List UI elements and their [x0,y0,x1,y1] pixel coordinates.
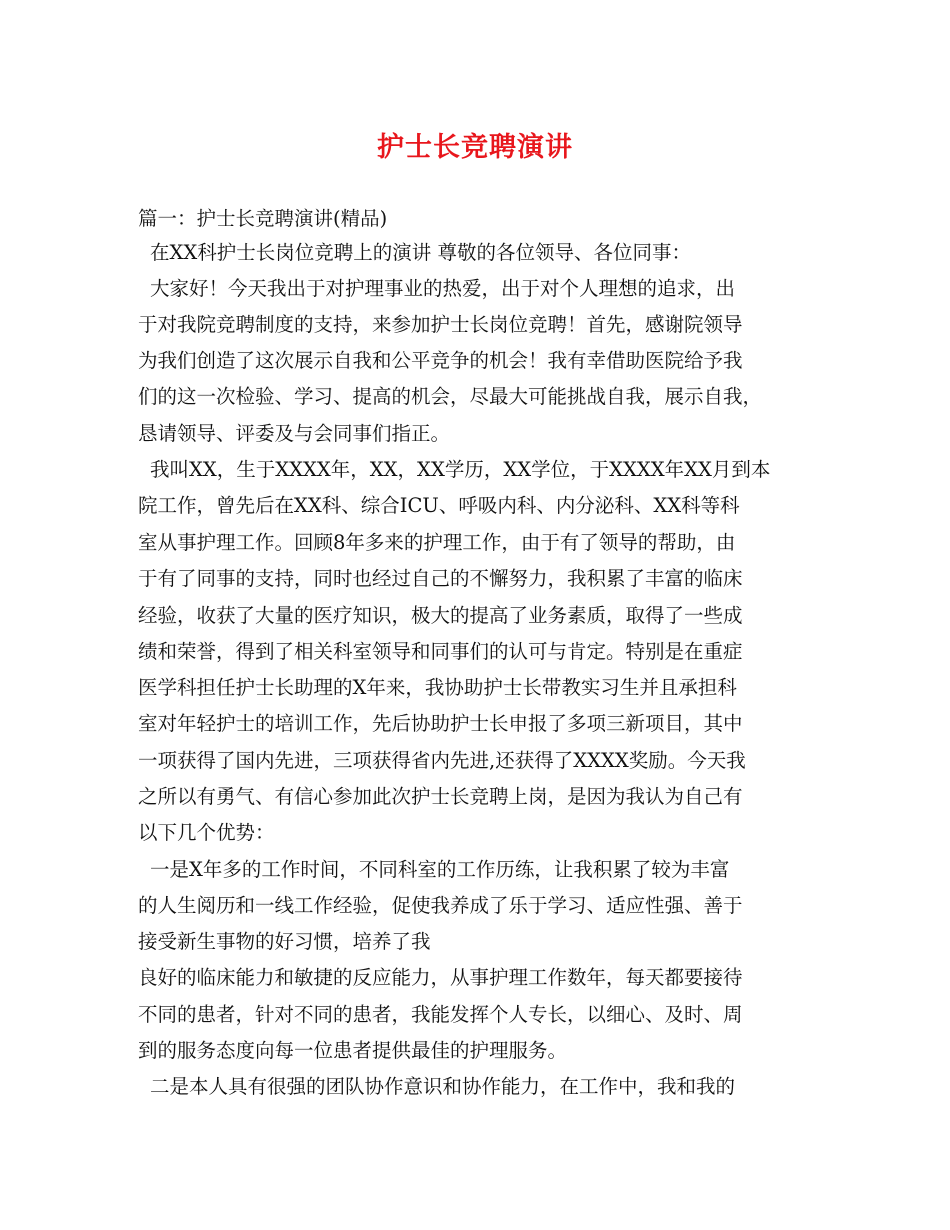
section-heading: 篇一：护士长竞聘演讲(精品) [138,207,388,230]
body-line: 们的这一次检验、学习、提高的机会，尽最大可能挑战自我，展示自我， [138,385,763,408]
body-line: 于有了同事的支持，同时也经过自己的不懈努力，我积累了丰富的临床 [138,567,743,590]
document-title: 护士长竞聘演讲 [377,132,573,163]
body-line: 以下几个优势： [138,821,275,844]
body-line: 大家好！今天我出于对护理事业的热爱，出于对个人理想的追求，出 [150,277,736,300]
body-line: 在XX科护士长岗位竞聘上的演讲 尊敬的各位领导、各位同事： [150,241,691,264]
body-line: 我叫XX，生于XXXX年，XX，XX学历，XX学位，于XXXX年XX月到本 [150,458,771,481]
body-line: 接受新生事物的好习惯，培养了我 [138,930,431,953]
body-line: 为我们创造了这次展示自我和公平竞争的机会！我有幸借助医院给予我 [138,349,743,372]
body-line: 一项获得了国内先进，三项获得省内先进,还获得了XXXX奖励。今天我 [138,749,746,772]
body-line: 不同的患者，针对不同的患者，我能发挥个人专长，以细心、及时、周 [138,1003,743,1026]
body-line: 院工作，曾先后在XX科、综合ICU、呼吸内科、内分泌科、XX科等科 [138,494,740,517]
body-line: 到的服务态度向每一位患者提供最佳的护理服务。 [138,1039,568,1062]
body-line: 室从事护理工作。回顾8年多来的护理工作，由于有了领导的帮助，由 [138,531,736,554]
body-line: 一是X年多的工作时间，不同科室的工作历练，让我积累了较为丰富 [150,858,730,881]
body-line: 经验，收获了大量的医疗知识，极大的提高了业务素质，取得了一些成 [138,604,743,627]
body-line: 于对我院竞聘制度的支持，来参加护士长岗位竞聘！首先，感谢院领导 [138,313,743,336]
body-line: 医学科担任护士长助理的X年来，我协助护士长带教实习生并且承担科 [138,676,737,699]
body-line: 室对年轻护士的培训工作，先后协助护士长申报了多项三新项目，其中 [138,712,743,735]
body-line: 的人生阅历和一线工作经验，促使我养成了乐于学习、适应性强、善于 [138,894,743,917]
body-line: 恳请领导、评委及与会同事们指正。 [138,422,451,445]
body-line: 良好的临床能力和敏捷的反应能力，从事护理工作数年，每天都要接待 [138,966,743,989]
body-line: 绩和荣誉，得到了相关科室领导和同事们的认可与肯定。特别是在重症 [138,640,743,663]
body-line: 之所以有勇气、有信心参加此次护士长竞聘上岗，是因为我认为自己有 [138,785,743,808]
body-line: 二是本人具有很强的团队协作意识和协作能力，在工作中，我和我的 [150,1075,736,1098]
